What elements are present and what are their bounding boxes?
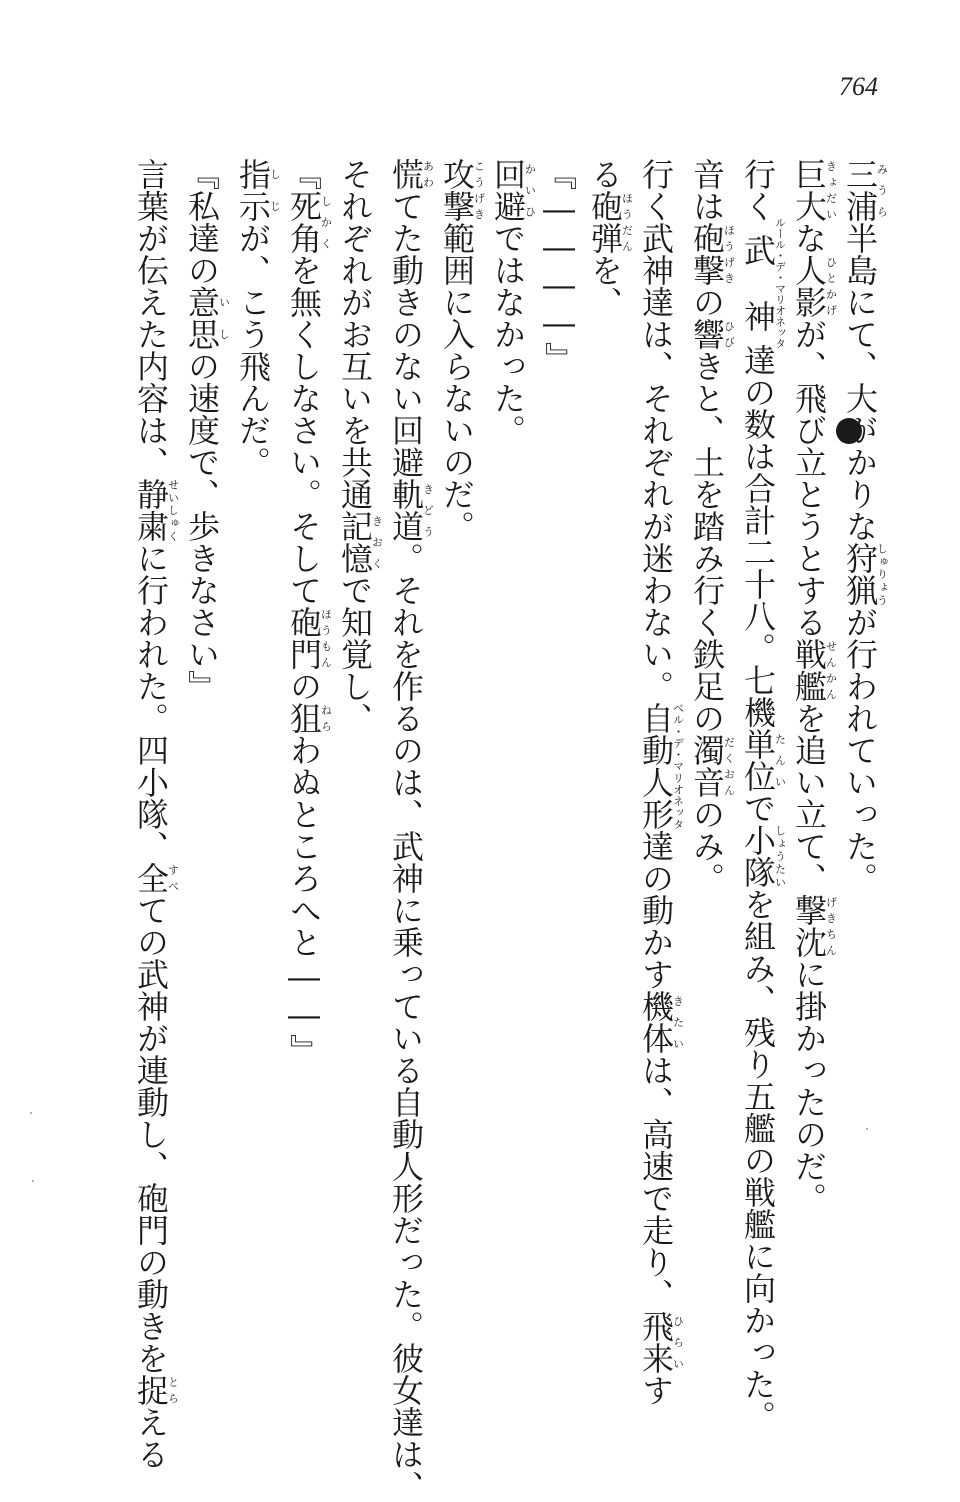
- scan-speck: [32, 1180, 34, 1182]
- text-line: 『死角しかくを無くしなさい。そして砲門ほうもんの狙ねらわぬところへと――』: [285, 158, 333, 1066]
- text-line: 慌あわてた動きのない回避軌道きどう。それを作るのは、武神に乗っている自動人形だった。彼女達は、: [387, 158, 435, 1502]
- page-number: 764: [839, 72, 878, 101]
- text-line: 行く武神達は、それぞれが迷わない。自動人形ベル・デ・マリオネッタ達の動かす機体きたいは、高速で走り、飛来ひらいす: [637, 158, 685, 1406]
- text-line: 指示しじが、こう飛んだ。: [234, 158, 282, 478]
- scan-speck: [866, 1128, 868, 1130]
- scan-speck: [30, 1112, 32, 1114]
- text-line: 行く武神ルール・デ・マリオネッタ達の数は合計二十八。七機単位たんいで小隊しょうたいを組み、残り五艦の戦艦に向かった。: [739, 158, 787, 1432]
- text-line: 言葉が伝えた内容は、静粛せいしゅくに行われた。四小隊、全すべての武神が連動し、砲門の動きを捉とらえる: [132, 158, 180, 1470]
- novel-body-text: [132, 158, 889, 1502]
- text-line: 三浦みうら半島にて、大がかりな狩猟しゅりょうが行われていった。: [841, 158, 889, 894]
- text-line: それぞれがお互いを共通記憶きおくで知覚し、: [336, 158, 384, 734]
- text-line: 『――――』: [540, 158, 578, 374]
- text-line: 回避かいひではなかった。: [489, 158, 537, 446]
- text-line: 音は砲撃ほうげきの響ひびきと、土を踏み行く鉄足の濁音だくおんのみ。: [688, 158, 736, 894]
- text-line: 『私達の意思いしの速度で、歩きなさい』: [183, 158, 231, 702]
- text-line: る砲弾ほうだんを、: [586, 158, 634, 318]
- text-line: 巨大きょだいな人影ひとかげが、飛び立とうとする戦艦せんかんを追い立て、撃沈げきちんに掛かったのだ。: [790, 158, 838, 1214]
- text-line: 攻撃こうげき範囲に入らないのだ。: [438, 158, 486, 542]
